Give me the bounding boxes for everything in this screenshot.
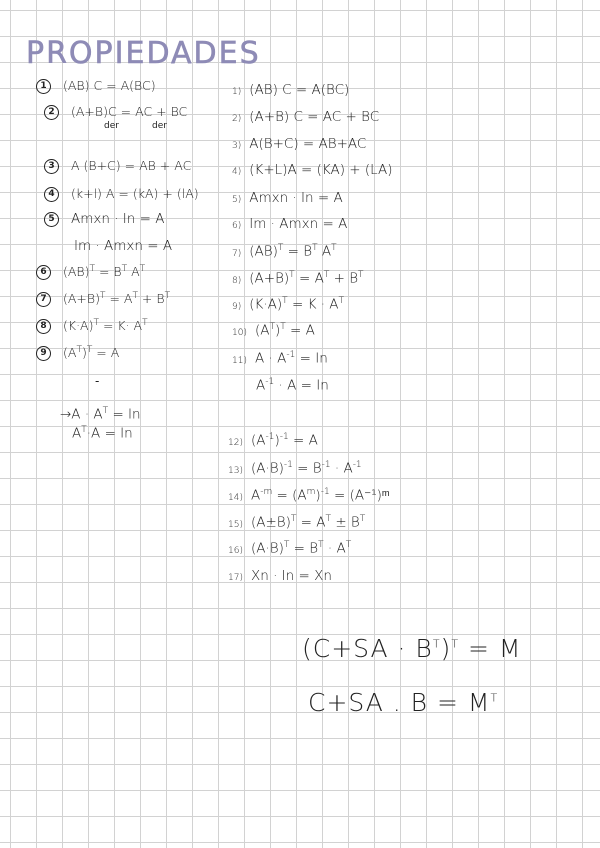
circled-number: 3 — [44, 159, 59, 174]
big-expression-1: $(C+SA \cdot B^T)^T = M$ — [302, 634, 522, 663]
left-eq-5: 5 Amxn · In = A — [44, 211, 164, 227]
left-eq-5b: Im · Amxn = A — [74, 238, 173, 254]
right-eq-2: 2) (A+B) C = AC + BC — [232, 109, 380, 125]
right-eq-10: 10) $(A^T)^T = A$ — [232, 322, 315, 339]
circled-number: 6 — [36, 265, 51, 280]
circled-number: 9 — [36, 346, 51, 361]
dash-mark: - — [95, 374, 100, 388]
left-eq-1: 1 (AB) C = A(BC) — [36, 78, 156, 94]
left-eq-4: 4 (k+l) A = (kA) + (lA) — [44, 186, 199, 202]
circled-number: 5 — [44, 212, 59, 227]
right-eq-11: 11) $A \cdot A^{-1} = In$ — [232, 350, 328, 367]
inverse-note-1: $\to A \cdot A^T = In$ — [60, 406, 141, 423]
right-eq-7: 7) $(AB)^T = B^T$ $A^T$ — [232, 243, 337, 260]
left-eq-8: 8 $(K\cdot A)^T = K\cdot A^T$ — [36, 318, 148, 334]
inverse-note-2: $A^T\cdot A = In$ — [72, 425, 133, 442]
right-eq-17: 17) Xn · In = Xn — [228, 568, 332, 584]
right-eq-15: 15) $(A\pm B)^T = A^T \pm B^T$ — [228, 514, 366, 531]
circled-number: 2 — [44, 105, 59, 120]
right-eq-1: 1) (AB) C = A(BC) — [232, 82, 350, 98]
right-eq-11b: $A^{-1} \cdot A = In$ — [256, 377, 329, 394]
right-eq-6: 6) Im · Amxn = A — [232, 216, 348, 232]
circled-number: 4 — [44, 187, 59, 202]
circled-number: 8 — [36, 319, 51, 334]
right-eq-4: 4) (K+L)A = (KA) + (LA) — [232, 162, 393, 178]
left-eq-7: 7 $(A+B)^T = A^T + B^T$ — [36, 291, 170, 307]
right-eq-13: 13) $(A\cdot B)^{-1} = B^{-1} \cdot A^{-1}$ — [228, 460, 362, 477]
right-eq-12: 12) $(A^{-1})^{-1} = A$ — [228, 432, 318, 449]
left-eq-2: 2 (A+B)C = AC + BC — [44, 104, 187, 120]
der-label: der — [152, 121, 167, 131]
right-eq-3: 3) A(B+C) = AB+AC — [232, 136, 367, 152]
circled-number: 7 — [36, 292, 51, 307]
left-eq-9: 9 $(A^T)^T = A$ — [36, 345, 119, 361]
right-eq-9: 9) $(K\cdot A)^T = K \cdot A^T$ — [232, 296, 345, 313]
left-eq-6: 6 $(AB)^T = B^T$ $A^T$ — [36, 264, 145, 280]
circled-number: 1 — [36, 79, 51, 94]
der-label: der — [104, 121, 119, 131]
left-eq-3: 3 A (B+C) = AB + AC — [44, 158, 191, 174]
right-eq-8: 8) $(A+B)^T = A^T + B^T$ — [232, 270, 364, 287]
right-eq-5: 5) Amxn · In = A — [232, 190, 343, 206]
page-title: PROPIEDADES — [26, 36, 261, 71]
right-eq-16: 16) $(A\cdot B)^T = B^T \cdot A^T$ — [228, 540, 352, 557]
right-eq-14: 14) $A^{-m} = (A^m)^{-1}$ = (A⁻¹)ᵐ — [228, 487, 390, 504]
big-expression-2: C+SA . $B = M^T$ — [308, 688, 499, 717]
